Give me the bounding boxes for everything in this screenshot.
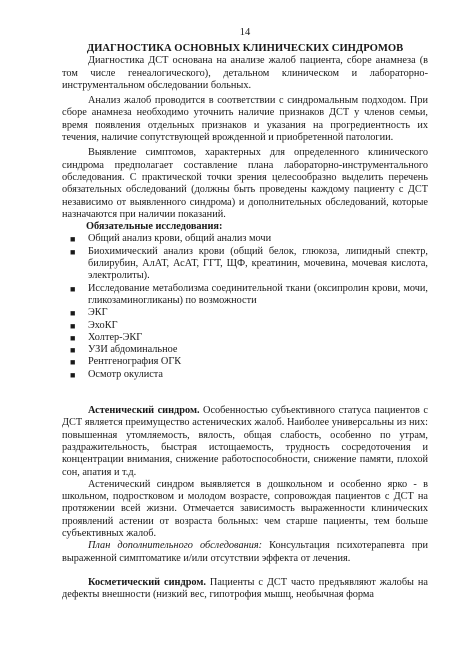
bullet-icon: ■ (70, 283, 76, 294)
extra-exam-label: План дополнительного обследования: (88, 540, 263, 552)
bullet-icon: ■ (70, 345, 76, 356)
section-title: ДИАГНОСТИКА ОСНОВНЫХ КЛИНИЧЕСКИХ СИНДРОМОВ (86, 43, 404, 54)
asthenic-title: Астенический синдром. (88, 405, 200, 417)
list-item: ■ Рентгенография ОГК (70, 356, 182, 368)
spacer (62, 565, 428, 577)
list-item: ■ Исследование метаболизма соединительной ткани (оксипролин крови, мочи, гликозаминогликаны) по возможности (70, 282, 428, 306)
bullet-icon: ■ (70, 357, 76, 368)
document-page (62, 26, 428, 601)
cosmetic-title: Косметический синдром. (88, 576, 206, 588)
bullet-icon: ■ (70, 234, 76, 245)
list-item: ■ УЗИ абдоминальное (70, 344, 178, 356)
bullet-icon: ■ (70, 332, 76, 343)
paragraph-symptoms: Выявление симптомов, характерных для определенного клинического синдрома предполагает составление плана лабораторно-инструментального обследования. С практической точки зрения целесообразно выделить перечень обязательных обследований (должны быть проведены каждому пациенту с ДСТ независимо от выявленного синдрома) и дополнительных обследований, которые назначаются при наличии показаний. (62, 147, 428, 220)
list-item: ■ ЭКГ (70, 307, 108, 319)
required-heading: Обязательные исследования: (86, 221, 223, 233)
list-item: ■ Общий анализ крови, общий анализ мочи (70, 233, 272, 245)
page-number: 14 (239, 27, 251, 38)
bullet-icon: ■ (70, 308, 76, 319)
list-item: ■ Холтер-ЭКГ (70, 331, 143, 343)
extra-exam-text: Консультация психотерапевта при выраженной симптоматике и/или отсутствии эффекта от лечения. (62, 540, 428, 564)
paragraph-extra-exam (62, 540, 428, 565)
bullet-icon: ■ (70, 246, 76, 257)
bullet-icon: ■ (70, 320, 76, 331)
bullet-icon: ■ (70, 369, 76, 380)
cosmetic-text: Пациенты с ДСТ часто предъявляют жалобы на дефекты внешности (низкий вес, гипотрофия мышц, необычная форма (62, 576, 428, 601)
paragraph-complaints: Анализ жалоб проводится в соответствии с синдромальным подходом. При сборе анамнеза необходимо уточнить наличие признаков ДСТ у членов семьи, время появления отдельных признаков и указания на прогредиентность их течения, наличие сопутствующей врожденной и приобретенной патологии. (62, 95, 428, 144)
list-item: ■ ЭхоКГ (70, 319, 118, 331)
required-list (62, 233, 428, 381)
asthenic-text: Особенностью субъективного статуса пациентов с ДСТ является преимущество астенических жалоб. Наиболее универсальны из них: повышенная утомляемость, вялость, общая слабость, особенно по утрам, раздражительность, быстрая истощаемость, трудность сосредоточения и концентрации внимания, снижение работоспособности, снижение памяти, плохой сон, апатия и т.д. (62, 405, 428, 478)
list-item: ■ Биохимический анализ крови (общий белок, глюкоза, липидный спектр, билирубин, АлАТ, АсАТ, ГГТ, ЩФ, креатинин, мочевина, мочевая кислота, электролиты). (70, 245, 428, 282)
spacer (62, 381, 428, 405)
paragraph-asthenic-age: Астенический синдром выявляется в дошкольном и особенно ярко - в школьном, подростковом и молодом возрасте, сопровождая пациентов с ДСТ на протяжении всей жизни. Отмечается зависимость выраженности клинических проявлений астении от возраста больных: чем старше пациенты, тем больше субъективных жалоб. (62, 478, 428, 539)
list-item: ■ Осмотр окулиста (70, 368, 163, 380)
paragraph-cosmetic (62, 577, 428, 602)
paragraph-asthenic (62, 405, 428, 479)
paragraph-diagnosis: Диагностика ДСТ основана на анализе жалоб пациента, сборе анамнеза (в том числе генеалогического), детальном клиническом и лабораторно-инструментальном обследовании больных. (62, 55, 428, 91)
